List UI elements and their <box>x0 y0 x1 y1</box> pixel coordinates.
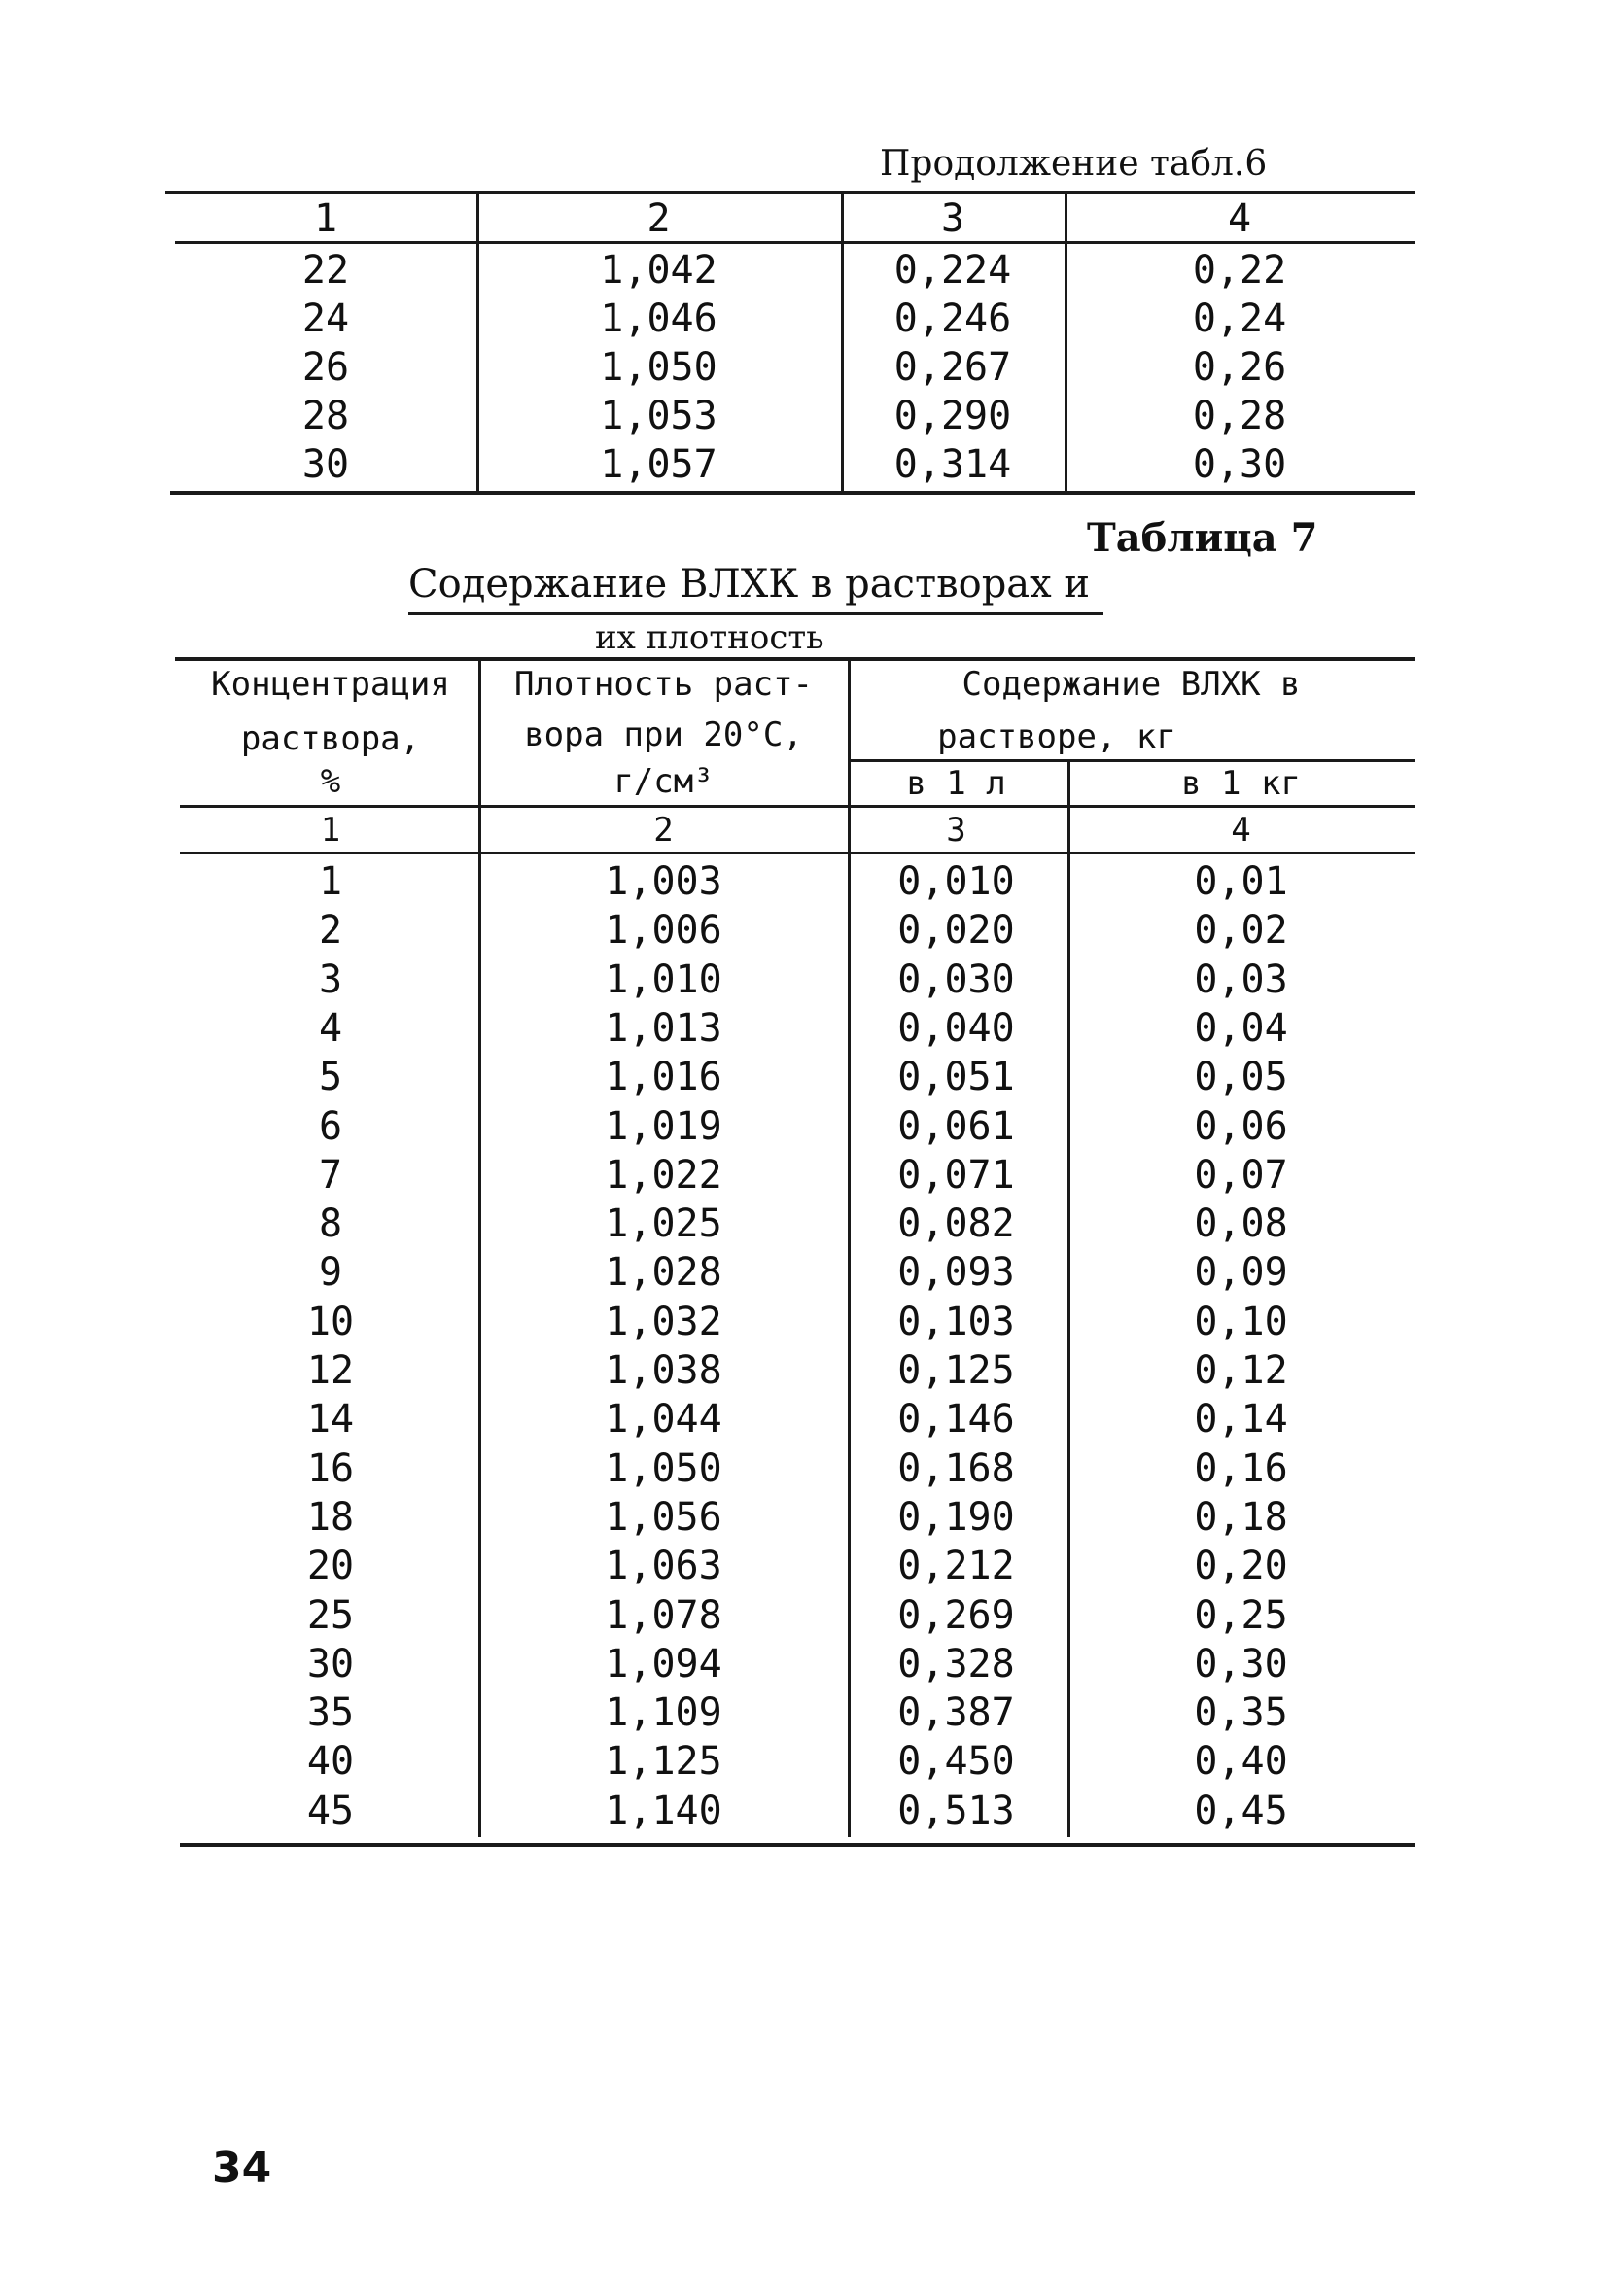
table7-row-cell: 0,269 <box>897 1592 1015 1638</box>
table7-row-cell: 0,082 <box>897 1201 1015 1247</box>
cont-row-cell: 30 <box>301 442 350 487</box>
table7-row-cell: 0,040 <box>897 1005 1015 1051</box>
cont-row-cell: 0,267 <box>893 345 1012 390</box>
colnum-1: 1 <box>320 811 341 850</box>
table7-row-cell: 2 <box>318 908 343 954</box>
header-col34-line2: растворе, кг <box>937 717 1176 756</box>
cont-row-cell: 1,046 <box>600 296 717 341</box>
header-col1-line2: раствора, <box>240 719 421 758</box>
table7-row-cell: 1,109 <box>605 1690 722 1736</box>
table7-row-cell: 45 <box>306 1788 355 1833</box>
table7-row-cell: 0,190 <box>897 1494 1015 1540</box>
cont-row-cell: 0,26 <box>1192 345 1287 390</box>
table7-row-cell: 1,125 <box>605 1739 722 1785</box>
table7-row-cell: 1,003 <box>605 859 722 904</box>
table7-row-cell: 0,07 <box>1194 1152 1288 1198</box>
table7-row-cell: 0,05 <box>1194 1055 1288 1100</box>
table7-row-cell: 0,20 <box>1194 1544 1288 1589</box>
cont-row-cell: 1,057 <box>600 442 717 487</box>
table7-row-cell: 0,450 <box>897 1739 1015 1785</box>
header-col1-line1: Концентрация <box>211 665 450 704</box>
table7-row-cell: 0,03 <box>1194 957 1288 1002</box>
table7-row-cell: 10 <box>306 1299 355 1344</box>
table7-row-cell: 0,09 <box>1194 1250 1288 1296</box>
table7-label: Таблица 7 <box>1087 515 1318 561</box>
header-col2-line1: Плотность раст- <box>513 665 814 704</box>
table7-row-cell: 1,094 <box>605 1641 722 1687</box>
table7-row-cell: 1,056 <box>605 1494 722 1540</box>
cont-header-2: 2 <box>647 196 671 241</box>
cont-header-4: 4 <box>1227 196 1252 241</box>
table7-row-cell: 0,071 <box>897 1152 1015 1198</box>
colnum-2: 2 <box>653 811 674 850</box>
cont-row-cell: 1,042 <box>600 248 717 293</box>
table7-row-cell: 0,061 <box>897 1103 1015 1149</box>
table7-row-cell: 0,30 <box>1194 1641 1288 1687</box>
table7-row-cell: 1 <box>318 859 343 904</box>
colnum-3: 3 <box>946 811 966 850</box>
colnum-rule <box>180 852 1415 854</box>
title-underline <box>408 612 1103 615</box>
table7-row-cell: 1,140 <box>605 1788 722 1833</box>
table7-row-cell: 7 <box>318 1152 343 1198</box>
table7-row-cell: 0,25 <box>1194 1592 1288 1638</box>
table7-row-cell: 0,328 <box>897 1641 1015 1687</box>
header-sub-rule <box>848 759 1415 762</box>
table7-row-cell: 0,146 <box>897 1397 1015 1443</box>
table7-row-cell: 0,06 <box>1194 1103 1288 1149</box>
table7-row-cell: 35 <box>306 1690 355 1736</box>
table7-row-cell: 0,093 <box>897 1250 1015 1296</box>
table7-row-cell: 0,35 <box>1194 1690 1288 1736</box>
table7-row-cell: 1,078 <box>605 1592 722 1638</box>
header-col2-line2: вора при 20°С, <box>524 715 803 754</box>
cont-row-cell: 28 <box>301 394 350 438</box>
cont-row-cell: 0,224 <box>893 248 1012 293</box>
t7-vline-3 <box>1067 762 1070 1837</box>
header-col4-sub: в 1 кг <box>1181 764 1301 803</box>
table7-row-cell: 0,18 <box>1194 1494 1288 1540</box>
table7-row-cell: 0,212 <box>897 1544 1015 1589</box>
table7-row-cell: 1,022 <box>605 1152 722 1198</box>
cont-row-cell: 0,246 <box>893 296 1012 341</box>
table7-row-cell: 0,14 <box>1194 1397 1288 1443</box>
table7-row-cell: 0,10 <box>1194 1299 1288 1344</box>
table7-row-cell: 1,010 <box>605 957 722 1002</box>
table7-row-cell: 1,016 <box>605 1055 722 1100</box>
table7-row-cell: 0,168 <box>897 1445 1015 1491</box>
cont-row-cell: 0,290 <box>893 394 1012 438</box>
table7-row-cell: 0,051 <box>897 1055 1015 1100</box>
cont-row-cell: 0,314 <box>893 442 1012 487</box>
table7-row-cell: 0,45 <box>1194 1788 1288 1833</box>
cont-bottom-rule <box>170 491 1415 495</box>
header-col3-sub: в 1 л <box>906 764 1006 803</box>
table7-top-rule <box>175 657 1415 661</box>
table7-row-cell: 0,030 <box>897 957 1015 1002</box>
cont-row-cell: 0,22 <box>1192 248 1287 293</box>
table7-row-cell: 0,16 <box>1194 1445 1288 1491</box>
table7-row-cell: 1,013 <box>605 1005 722 1051</box>
cont-vline-2 <box>841 194 844 491</box>
table7-row-cell: 1,019 <box>605 1103 722 1149</box>
table7-row-cell: 12 <box>306 1348 355 1393</box>
table7-row-cell: 1,006 <box>605 908 722 954</box>
table7-row-cell: 5 <box>318 1055 343 1100</box>
table7-row-cell: 4 <box>318 1005 343 1051</box>
table7-row-cell: 0,125 <box>897 1348 1015 1393</box>
cont-row-cell: 0,30 <box>1192 442 1287 487</box>
table7-row-cell: 0,08 <box>1194 1201 1288 1247</box>
table7-title-line2: их плотность <box>595 618 824 657</box>
cont-header-1: 1 <box>313 196 338 241</box>
table7-row-cell: 1,025 <box>605 1201 722 1247</box>
table7-title: Содержание ВЛХК в растворах и <box>408 562 1091 607</box>
table7-row-cell: 0,020 <box>897 908 1015 954</box>
cont-row-cell: 0,24 <box>1192 296 1287 341</box>
cont-vline-3 <box>1065 194 1067 491</box>
table7-row-cell: 0,04 <box>1194 1005 1288 1051</box>
table7-bottom-rule <box>180 1843 1415 1847</box>
table7-row-cell: 6 <box>318 1103 343 1149</box>
header-bottom-rule <box>180 805 1415 808</box>
header-col2-line3: г/см³ <box>613 762 714 801</box>
table7-row-cell: 0,387 <box>897 1690 1015 1736</box>
cont-row-cell: 1,050 <box>600 345 717 390</box>
table7-row-cell: 40 <box>306 1739 355 1785</box>
cont-row-cell: 26 <box>301 345 350 390</box>
table7-row-cell: 30 <box>306 1641 355 1687</box>
table7-row-cell: 0,513 <box>897 1788 1015 1833</box>
table7-row-cell: 0,02 <box>1194 908 1288 954</box>
table7-row-cell: 0,103 <box>897 1299 1015 1344</box>
table7-row-cell: 20 <box>306 1544 355 1589</box>
cont-row-cell: 22 <box>301 248 350 293</box>
t7-vline-2 <box>848 661 851 1837</box>
colnum-4: 4 <box>1231 811 1251 850</box>
table7-row-cell: 0,010 <box>897 859 1015 904</box>
cont-row-cell: 0,28 <box>1192 394 1287 438</box>
header-col1-line3: % <box>320 762 341 801</box>
continuation-caption: Продолжение табл.6 <box>880 144 1268 184</box>
table7-row-cell: 1,032 <box>605 1299 722 1344</box>
table7-row-cell: 0,40 <box>1194 1739 1288 1785</box>
table7-row-cell: 14 <box>306 1397 355 1443</box>
t7-vline-1 <box>478 661 481 1837</box>
table7-row-cell: 16 <box>306 1445 355 1491</box>
table7-row-cell: 3 <box>318 957 343 1002</box>
table7-row-cell: 8 <box>318 1201 343 1247</box>
table7-row-cell: 0,01 <box>1194 859 1288 904</box>
page-number: 34 <box>212 2143 272 2193</box>
table7-row-cell: 25 <box>306 1592 355 1638</box>
table7-row-cell: 0,12 <box>1194 1348 1288 1393</box>
cont-header-rule <box>175 241 1415 244</box>
table7-row-cell: 1,038 <box>605 1348 722 1393</box>
cont-header-3: 3 <box>940 196 965 241</box>
table7-row-cell: 1,044 <box>605 1397 722 1443</box>
cont-row-cell: 1,053 <box>600 394 717 438</box>
cont-vline-1 <box>476 194 479 491</box>
cont-row-cell: 24 <box>301 296 350 341</box>
header-col34-line1: Содержание ВЛХК в <box>961 665 1301 704</box>
table7-row-cell: 1,050 <box>605 1445 722 1491</box>
table7-row-cell: 1,028 <box>605 1250 722 1296</box>
table7-row-cell: 1,063 <box>605 1544 722 1589</box>
table7-row-cell: 18 <box>306 1494 355 1540</box>
table7-row-cell: 9 <box>318 1250 343 1296</box>
